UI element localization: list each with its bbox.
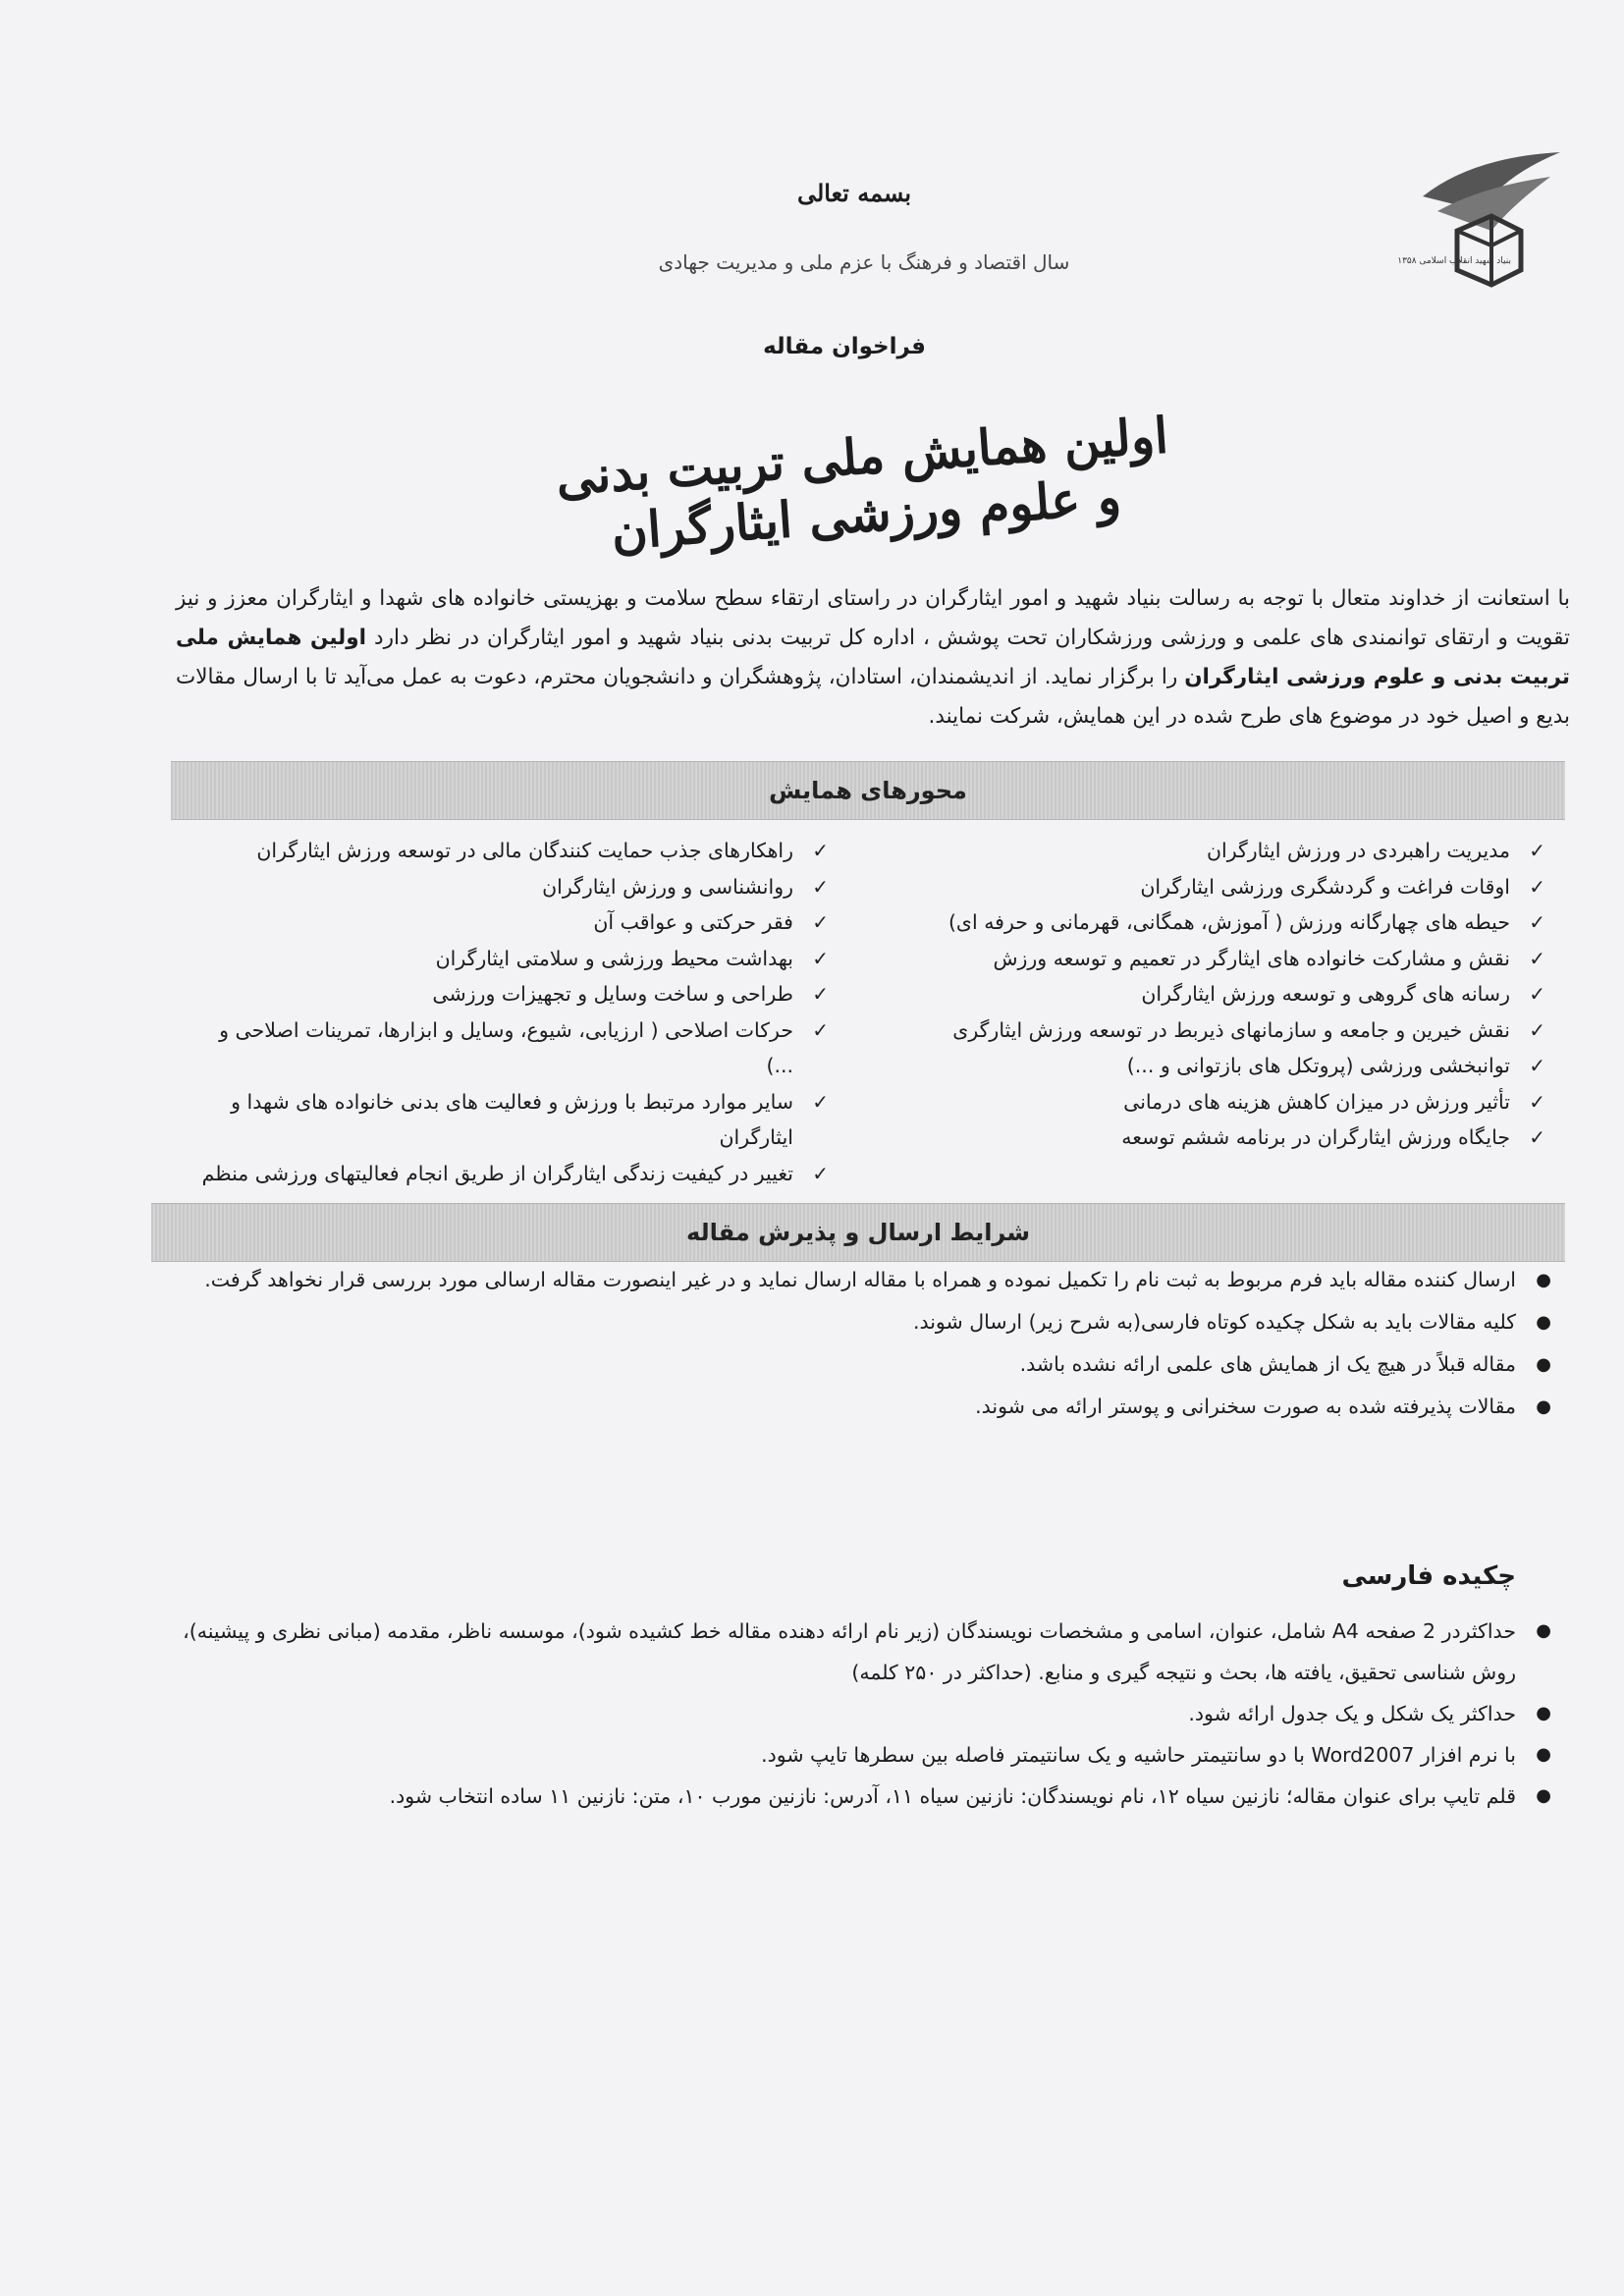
check-icon: ✓ [812,874,829,899]
list-item-text: ارسال کننده مقاله باید فرم مربوط به ثبت نام را تکمیل نموده و همراه با مقاله ارسال نماید و در غیر اینصورت مقاله ارسالی مورد بررسی قرار نخواهد گرفت. [204,1268,1516,1291]
list-item-text: جایگاه ورزش ایثارگران در برنامه ششم توسعه [1121,1125,1510,1149]
conditions-section-bar [151,1203,1565,1262]
list-item [102,1386,1555,1428]
list-item [141,1611,1555,1693]
check-icon: ✓ [812,946,829,970]
list-item [141,1734,1555,1776]
intro-text-part1: با استعانت از خداوند متعال با توجه به رسالت بنیاد شهید و امور ایثارگران در راستای ارتقاء سطح سلامت و بهزیستی خانواده های شهدا و ایثارگران معزز و نیز تقویت و ارتقای توانمندی های علمی و ورزشی ورزشکاران تحت پوشش ، اداره کل تربیت بدنی بنیاد شهید و امور ایثارگران در نظر دارد [176,586,1570,650]
list-item-text: راهکارهای جذب حمایت کنندگان مالی در توسعه ورزش ایثارگران [256,839,793,862]
list-item-text: نقش و مشارکت خانواده های ایثارگر در تعمیم و توسعه ورزش [993,946,1510,970]
list-item [200,904,829,941]
list-item-text: بهداشت محیط ورزشی و سلامتی ایثارگران [435,946,793,970]
list-item [917,1084,1545,1121]
bullet-icon: ● [1536,1312,1551,1333]
call-for-papers-title: فراخوان مقاله [763,334,926,359]
list-item [200,941,829,977]
abstract-list [141,1611,1555,1817]
check-icon: ✓ [1529,946,1545,970]
list-item-text: سایر موارد مرتبط با ورزش و فعالیت های بدنی خانواده های شهدا و ایثارگران [231,1089,793,1149]
check-icon: ✓ [812,1089,829,1114]
check-icon: ✓ [1529,1017,1545,1042]
list-item [200,833,829,869]
list-item [200,976,829,1012]
list-item-text: روانشناسی و ورزش ایثارگران [542,874,793,899]
list-item [102,1259,1555,1301]
list-item [102,1343,1555,1386]
conference-title: اولین همایش ملی تربیت بدنی و علوم ورزشی ایثارگران [554,406,1170,561]
topics-list-right [917,833,1545,1156]
list-item-text: طراحی و ساخت وسایل و تجهیزات ورزشی [432,982,793,1006]
list-item-text: حیطه های چهارگانه ورزش ( آموزش، همگانی، قهرمانی و حرفه ای) [947,910,1510,934]
conditions-list [102,1259,1555,1428]
bismillah-heading: بسمه تعالی [796,179,912,207]
list-item [141,1776,1555,1817]
list-item [200,1084,829,1156]
bullet-icon: ● [1536,1744,1551,1765]
list-item [917,1120,1545,1156]
list-item-text: مقالات پذیرفته شده به صورت سخنرانی و پوستر ارائه می شوند. [975,1394,1516,1418]
year-motto: سال اقتصاد و فرهنگ با عزم ملی و مدیریت جهادی [658,250,1070,274]
list-item [917,941,1545,977]
list-item-text: با نرم افزار Word2007 با دو سانتیمتر حاشیه و یک سانتیمتر فاصله بین سطرها تایپ شود. [761,1743,1516,1767]
list-item [917,833,1545,869]
list-item [917,976,1545,1012]
check-icon: ✓ [1529,982,1545,1006]
list-item-text: توانبخشی ورزشی (پروتکل های بازتوانی و ...) [1126,1054,1510,1077]
intro-paragraph [176,579,1570,737]
check-icon: ✓ [1529,839,1545,862]
check-icon: ✓ [1529,910,1545,934]
abstract-section-title: چکیده فارسی [1341,1561,1516,1591]
logo-text: بنیاد شهید انقلاب اسلامی ۱۳۵۸ [1397,256,1511,266]
list-item [200,1012,829,1084]
bullet-icon: ● [1536,1354,1551,1375]
list-item [917,1012,1545,1049]
check-icon: ✓ [1529,1054,1545,1077]
bullet-icon: ● [1536,1703,1551,1723]
list-item [200,869,829,905]
list-item-text: قلم تایپ برای عنوان مقاله؛ نازنین سیاه ۱۲، نام نویسندگان: نازنین سیاه ۱۱، آدرس: نازنین مورب ۱۰، متن: نازنین ۱۱ ساده انتخاب شود. [389,1784,1516,1808]
list-item-text: حرکات اصلاحی ( ارزیابی، شیوع، وسایل و ابزارها، تمرینات اصلاحی و ...) [219,1017,793,1077]
list-item-text: حداکثردر 2 صفحه A4 شامل، عنوان، اسامی و مشخصات نویسندگان (زیر نام ارائه دهنده مقاله خط کشیده شود)، موسسه ناظر، مقدمه (مبانی نظری و پیشینه)، روش شناسی تحقیق، یافته ها، بحث و نتیجه گیری و منابع. (حداکثر در ۲۵۰ کلمه) [183,1619,1516,1684]
topics-list-left [200,833,829,1191]
intro-text-part2: را برگزار نماید. از اندیشمندان، استادان، پژوهشگران و دانشجویان محترم، دعوت به عمل می‌آید تا با ارسال مقالات بدیع و اصیل خود در موضوع های طرح شده در این همایش، شرکت نمایند. [176,665,1570,729]
list-item-text: فقر حرکتی و عواقب آن [593,910,793,934]
check-icon: ✓ [812,839,829,862]
martyr-foundation-logo-icon [1397,137,1570,285]
list-item [102,1301,1555,1343]
check-icon: ✓ [1529,1089,1545,1114]
list-item-text: تغییر در کیفیت زندگی ایثارگران از طریق انجام فعالیتهای ورزشی منظم [201,1161,793,1185]
check-icon: ✓ [812,910,829,934]
check-icon: ✓ [812,982,829,1006]
list-item [917,1048,1545,1084]
list-item [141,1693,1555,1734]
check-icon: ✓ [1529,874,1545,899]
list-item-text: تأثیر ورزش در میزان کاهش هزینه های درمانی [1123,1089,1510,1114]
check-icon: ✓ [1529,1125,1545,1149]
list-item-text: کلیه مقالات باید به شکل چکیده کوتاه فارسی(به شرح زیر) ارسال شوند. [912,1310,1516,1334]
list-item-text: مقاله قبلاً در هیچ یک از همایش های علمی ارائه نشده باشد. [1019,1352,1516,1376]
list-item [917,869,1545,905]
check-icon: ✓ [812,1161,829,1185]
topics-section-title: محورهای همایش [769,777,967,804]
list-item-text: نقش خیرین و جامعه و سازمانهای ذیربط در توسعه ورزش ایثارگری [952,1017,1510,1042]
list-item-text: حداکثر یک شکل و یک جدول ارائه شود. [1188,1702,1516,1725]
check-icon: ✓ [812,1017,829,1042]
conditions-section-title: شرایط ارسال و پذیرش مقاله [686,1219,1030,1246]
list-item-text: رسانه های گروهی و توسعه ورزش ایثارگران [1141,982,1510,1006]
bullet-icon: ● [1536,1270,1551,1290]
bullet-icon: ● [1536,1620,1551,1641]
topics-section-bar [171,761,1565,820]
intro-conference-name: اولین همایش ملی تربیت بدنی و علوم ورزشی ایثارگران [176,626,1570,689]
list-item-text: مدیریت راهبردی در ورزش ایثارگران [1206,839,1510,862]
bullet-icon: ● [1536,1396,1551,1417]
bullet-icon: ● [1536,1785,1551,1806]
list-item-text: اوقات فراغت و گردشگری ورزشی ایثارگران [1140,874,1510,899]
list-item [917,904,1545,941]
list-item [200,1156,829,1192]
